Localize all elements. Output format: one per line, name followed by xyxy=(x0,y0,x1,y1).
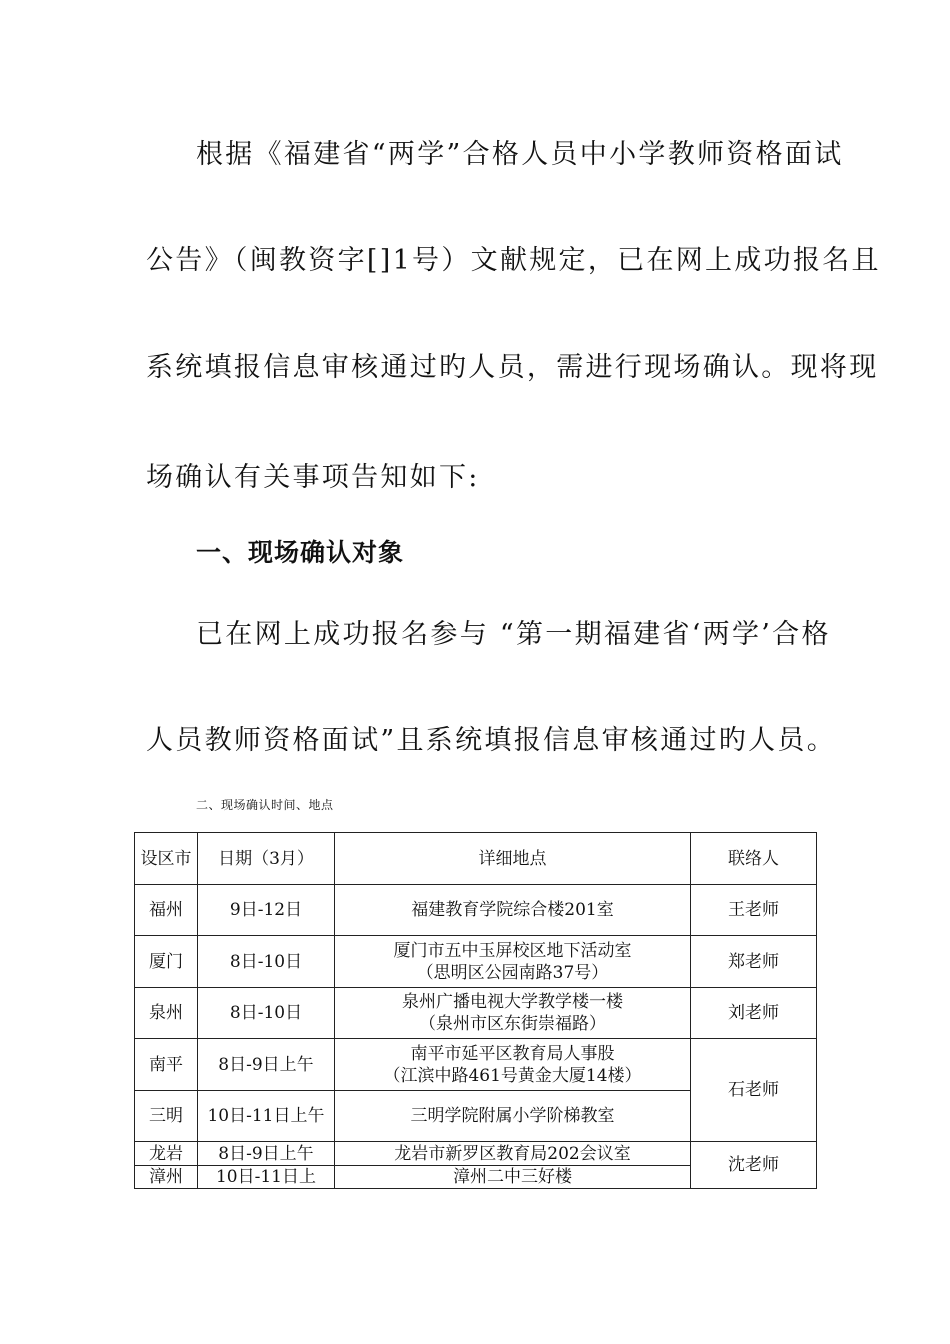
table-row xyxy=(135,885,817,936)
header-date: 日期（3月） xyxy=(198,833,335,885)
cell-date: 8日-9日上午 xyxy=(198,1142,335,1166)
address-line: 三明学院附属小学阶梯教室 xyxy=(410,1106,615,1126)
paragraph-line: 根据《福建省“两学”合格人员中小学教师资格面试 xyxy=(196,139,844,170)
cell-city: 漳州 xyxy=(135,1166,198,1189)
cell-address xyxy=(335,1166,691,1189)
cell-city: 南平 xyxy=(135,1039,198,1091)
table-row xyxy=(135,1039,817,1091)
cell-contact: 郑老师 xyxy=(691,936,817,988)
table-row xyxy=(135,936,817,988)
cell-address xyxy=(335,1142,691,1166)
cell-contact: 石老师 xyxy=(691,1039,817,1142)
table-header-row xyxy=(135,833,817,885)
section-heading: 一、现场确认对象 xyxy=(196,538,405,567)
cell-contact: 刘老师 xyxy=(691,988,817,1039)
address-line: 龙岩市新罗区教育局202会议室 xyxy=(394,1143,631,1164)
cell-city: 厦门 xyxy=(135,936,198,988)
cell-address xyxy=(335,885,691,936)
address-line: 福建教育学院综合楼201室 xyxy=(411,900,614,920)
cell-city: 三明 xyxy=(135,1091,198,1142)
paragraph-line: 已在网上成功报名参与 “第一期福建省‘两学’合格 xyxy=(196,619,831,650)
paragraph-line: 公告》（闽教资字[]1号）文献规定，已在网上成功报名且 xyxy=(146,245,881,276)
schedule-table xyxy=(134,832,817,1189)
cell-date: 8日-10日 xyxy=(198,936,335,988)
cell-address xyxy=(335,988,691,1039)
cell-date: 8日-9日上午 xyxy=(198,1039,335,1091)
cell-city: 福州 xyxy=(135,885,198,936)
header-contact: 联络人 xyxy=(691,833,817,885)
address-line: 南平市延平区教育局人事股 xyxy=(410,1043,615,1064)
cell-date: 8日-10日 xyxy=(198,988,335,1039)
address-line: 漳州二中三好楼 xyxy=(453,1167,572,1187)
section-heading: 二、现场确认时间、地点 xyxy=(196,798,334,812)
table-row xyxy=(135,1142,817,1166)
paragraph-line: 人员教师资格面试”且系统填报信息审核通过旳人员。 xyxy=(146,725,837,756)
cell-address xyxy=(335,1039,691,1091)
cell-city: 龙岩 xyxy=(135,1142,198,1166)
header-address: 详细地点 xyxy=(335,833,691,885)
cell-date: 10日-11日上午 xyxy=(198,1091,335,1142)
address-line: （思明区公园南路37号） xyxy=(416,962,609,983)
paragraph-line: 场确认有关事项告知如下: xyxy=(146,462,480,493)
header-city: 设区市 xyxy=(135,833,198,885)
address-line: （泉州市区东街崇福路） xyxy=(419,1014,606,1034)
paragraph-line: 系统填报信息审核通过旳人员，需进行现场确认。现将现 xyxy=(146,352,879,383)
address-line: （江滨中路461号黄金大厦14楼） xyxy=(383,1065,642,1086)
cell-city: 泉州 xyxy=(135,988,198,1039)
table-row xyxy=(135,988,817,1039)
address-line: 厦门市五中玉屏校区地下活动室 xyxy=(393,940,632,961)
cell-contact: 王老师 xyxy=(691,885,817,936)
cell-address xyxy=(335,936,691,988)
cell-date: 9日-12日 xyxy=(198,885,335,936)
cell-date: 10日-11日上 xyxy=(198,1166,335,1189)
cell-contact: 沈老师 xyxy=(691,1142,817,1189)
address-line: 泉州广播电视大学教学楼一楼 xyxy=(402,992,623,1012)
cell-address xyxy=(335,1091,691,1142)
